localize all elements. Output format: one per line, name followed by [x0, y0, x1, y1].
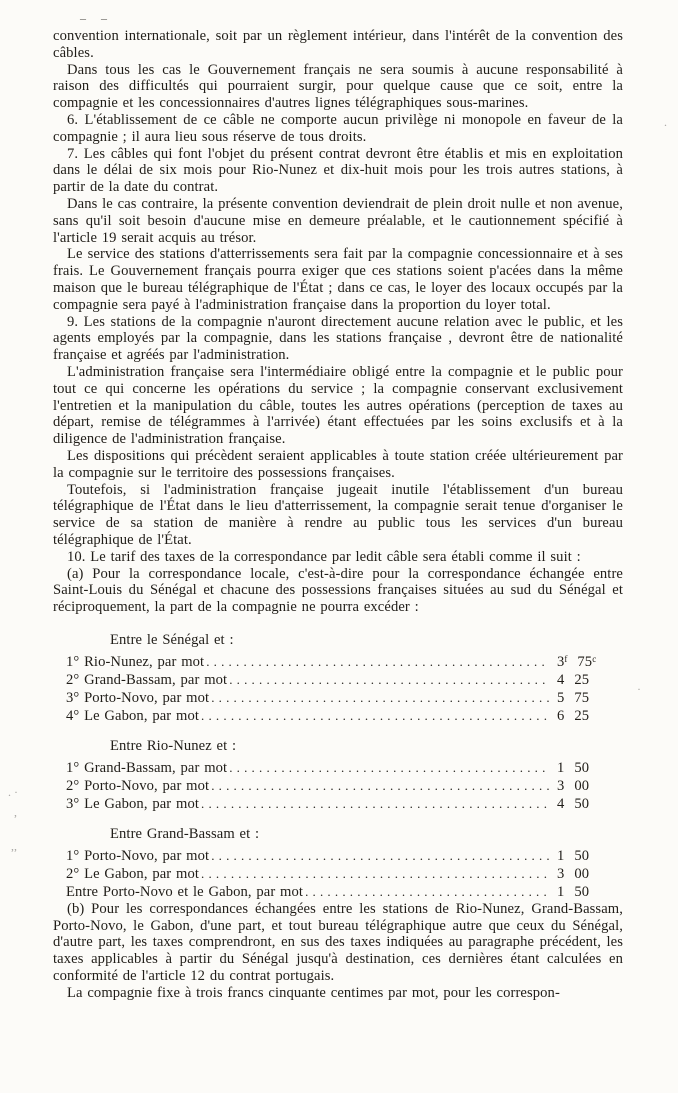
- paragraph-article-9: 9. Les stations de la compagnie n'auront directement aucune relation avec le public, et les agents employés par la compagnie, dans les stations française , devront être de nationalité française et agréés par l'administration.: [53, 313, 623, 364]
- centime-amount: 50: [574, 883, 590, 900]
- centime-amount: 50: [574, 759, 590, 776]
- row-value: [557, 848, 623, 865]
- row-label: 1° Grand-Bassam, par mot: [66, 759, 228, 776]
- paragraph-article-7: 7. Les câbles qui font l'objet du présent contrat devront être établis et mis en exploitation dans le délai de six mois pour Rio-Nunez et dix-huit mois pour les trois autres stations, à partir de la date du contrat.: [53, 145, 623, 196]
- franc-amount: 6: [557, 707, 565, 724]
- dot-leader: [229, 759, 549, 774]
- row-value: [557, 672, 623, 689]
- tariff-table-senegal: [53, 632, 623, 725]
- paragraph-article-10-tarif: 10. Le tarif des taxes de la correspondance par ledit câble sera établi comme il suit :: [67, 548, 581, 565]
- scan-artifact-margin-dots: . ·: [8, 785, 18, 799]
- dot-leader: [201, 865, 549, 880]
- franc-amount: 4: [557, 671, 565, 688]
- row-label: 4° Le Gabon, par mot: [66, 707, 200, 724]
- dot-leader: [206, 653, 549, 668]
- text-block: [53, 28, 623, 1002]
- row-value: [557, 884, 623, 901]
- tariff-heading: Entre le Sénégal et :: [110, 631, 234, 648]
- paragraph-a-correspondance-locale: (a) Pour la correspondance locale, c'est-à-dire pour la correspondance échangée entre Saint-Louis du Sénégal et chacune des possessions françaises situées au sud du Sénégal et réciproquement, la part de la compagnie ne pourra excéder :: [53, 565, 623, 616]
- franc-amount: 1: [557, 883, 565, 900]
- tariff-row: [53, 883, 623, 901]
- franc-amount: 3: [557, 777, 565, 794]
- centime-amount: 00: [574, 865, 590, 882]
- paragraph-convention-continuation: convention internationale, soit par un règlement intérieur, dans l'intérêt de la convention des câbles.: [53, 28, 623, 61]
- franc-amount: 5: [557, 689, 565, 706]
- tariff-table-grand-bassam: [53, 826, 623, 901]
- row-value: [557, 866, 623, 883]
- row-label: 1° Rio-Nunez, par mot: [66, 653, 205, 670]
- tariff-row: [53, 865, 623, 883]
- franc-amount: 4: [557, 795, 565, 812]
- franc-superscript: f: [564, 653, 568, 664]
- row-label: 3° Porto-Novo, par mot: [66, 689, 210, 706]
- tariff-heading: Entre Rio-Nunez et :: [110, 737, 237, 754]
- scan-artifact-dot-mid: ·: [637, 682, 641, 696]
- centime-superscript: c: [592, 653, 597, 664]
- tariff-row: [53, 777, 623, 795]
- centime-amount: 75: [577, 653, 593, 670]
- dot-leader: [201, 707, 549, 722]
- paragraph-dispositions: Les dispositions qui précèdent seraient applicables à toute station créée ultérieurement par la compagnie sur le territoire des possessions françaises.: [53, 447, 623, 481]
- dot-leader: [305, 883, 549, 898]
- paragraph-article-6: 6. L'établissement de ce câble ne comporte aucun privilège ni monopole en faveur de la compagnie ; il aura lieu sous réserve de tous droits.: [53, 111, 623, 145]
- tariff-heading: Entre Grand-Bassam et :: [110, 825, 260, 842]
- centime-amount: 50: [574, 847, 590, 864]
- scan-artifact-margin-ticks: ,,: [11, 839, 17, 853]
- scan-artifact-margin-comma: ,: [14, 805, 17, 819]
- franc-amount: 3: [557, 865, 565, 882]
- row-value: [557, 690, 623, 707]
- tariff-table-rio-nunez: [53, 738, 623, 813]
- dot-leader: [211, 847, 549, 862]
- centime-amount: 50: [574, 795, 590, 812]
- row-label: Entre Porto-Novo et le Gabon, par mot: [66, 883, 304, 900]
- dot-leader: [201, 795, 549, 810]
- row-value: [557, 708, 623, 725]
- dot-leader: [211, 689, 549, 704]
- tariff-row: [53, 707, 623, 725]
- row-label: 1° Porto-Novo, par mot: [66, 847, 210, 864]
- scan-artifact-dot-right: .: [664, 115, 667, 129]
- tariff-row: [53, 671, 623, 689]
- centime-amount: 25: [574, 671, 590, 688]
- tariff-row: [53, 653, 623, 671]
- paragraph-administration-intermediaire: L'administration française sera l'intermédiaire obligé entre la compagnie et le public pour tout ce qui concerne les opérations du service ; la compagnie conservant exclusivement l'entretien et la manipulation du câble, toutes les autres opérations (perception de taxes au départ, remise de télégrammes à l'arrivée) étant effectuées par les soins exclusifs et à la diligence de l'administration française.: [53, 363, 623, 448]
- dot-leader: [211, 777, 549, 792]
- tariff-row: [53, 759, 623, 777]
- row-value: [557, 796, 623, 813]
- dot-leader: [229, 671, 549, 686]
- paragraph-cas-contraire: Dans le cas contraire, la présente convention deviendrait de plein droit nulle et non avenue, sans qu'il soit besoin d'aucune mise en demeure préalable, et le cautionnement spécifié à l'article 19 serait acquis au trésor.: [53, 195, 623, 246]
- paragraph-service-stations: Le service des stations d'atterrissements sera fait par la compagnie concessionnaire et à ses frais. Le Gouvernement français pourra exiger que ces stations soient p'acées dans la même maison que le bureau télégraphique de l'État ; dans ce cas, le loyer des locaux occupés par la compagnie sera payé à l'administration française dans la proportion du loyer total.: [53, 246, 623, 313]
- franc-amount: 3: [557, 653, 565, 670]
- tariff-row: [53, 795, 623, 813]
- tariff-row: [53, 847, 623, 865]
- centime-amount: 00: [574, 777, 590, 794]
- paragraph-compagnie-fixe: La compagnie fixe à trois francs cinquante centimes par mot, pour les correspon-: [67, 984, 560, 1001]
- centime-amount: 25: [574, 707, 590, 724]
- paragraph-b-correspondances: (b) Pour les correspondances échangées entre les stations de Rio-Nunez, Grand-Bassam, Porto-Novo, le Gabon, d'une part, et tout bureau télégraphique autre que ceux du Sénégal, d'autre part, les taxes comprendront, en sus des taxes indiquées au paragraphe précédent, les taxes applicables à partir du Sénégal jusqu'à destination, ces dernières étant calculées en conformité de l'article 12 du contrat portugais.: [53, 900, 623, 985]
- paragraph-responsabilite: Dans tous les cas le Gouvernement français ne sera soumis à aucune responsabilité à raison des difficultés qui pourraient surgir, pour quelque cause que ce soit, entre la compagnie et les concessionnaires d'autres lignes télégraphiques sous-marines.: [53, 61, 623, 112]
- row-value: [557, 778, 623, 795]
- centime-amount: 75: [574, 689, 590, 706]
- scan-artifact-top-dashes: – –: [80, 11, 113, 25]
- franc-amount: 1: [557, 847, 565, 864]
- franc-amount: 1: [557, 759, 565, 776]
- row-label: 2° Le Gabon, par mot: [66, 865, 200, 882]
- row-value: [557, 760, 623, 777]
- row-label: 2° Grand-Bassam, par mot: [66, 671, 228, 688]
- paragraph-toutefois: Toutefois, si l'administration française jugeait inutile l'établissement d'un bureau télégraphique de l'État dans le lieu d'atterrissement, la compagnie serait tenue d'organiser le service de sa station de manière à rendre au public tous les services d'un bureau télégraphique de l'État.: [53, 481, 623, 548]
- row-label: 2° Porto-Novo, par mot: [66, 777, 210, 794]
- tariff-row: [53, 689, 623, 707]
- row-label: 3° Le Gabon, par mot: [66, 795, 200, 812]
- row-value: [557, 654, 623, 671]
